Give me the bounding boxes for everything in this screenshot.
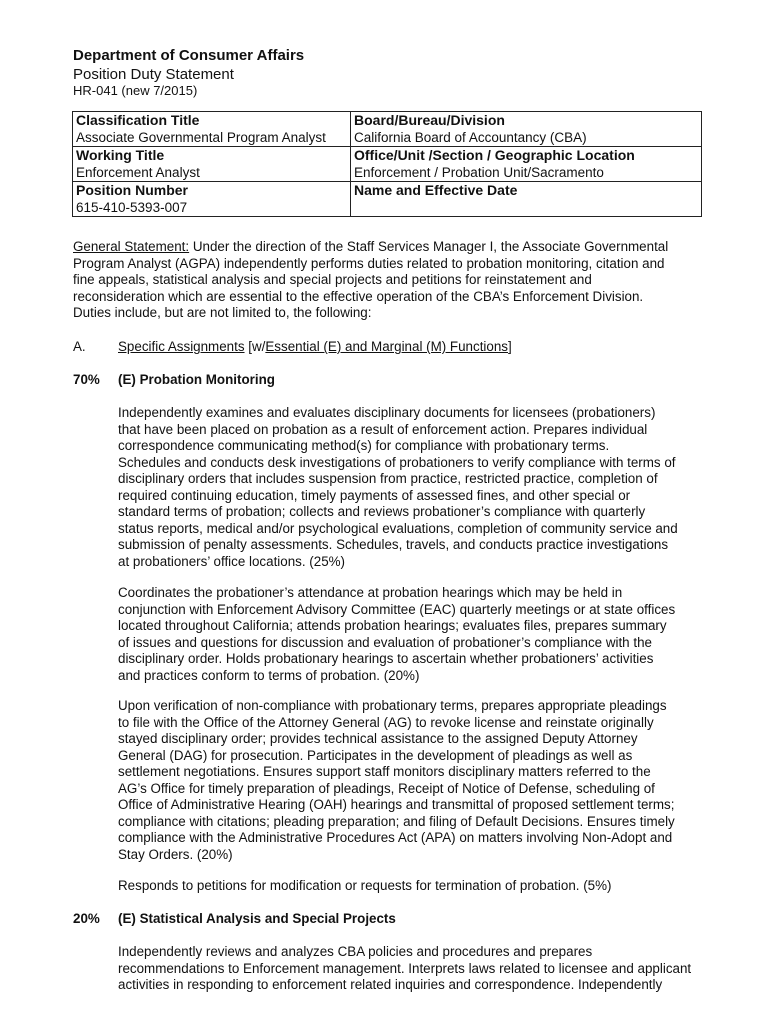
name-date-label: Name and Effective Date (354, 182, 518, 198)
classification-value: Associate Governmental Program Analyst (76, 130, 326, 145)
working-title-value: Enforcement Analyst (76, 165, 200, 180)
general-statement-line: fine appeals, statistical analysis and special projects and petitions for reinstatement and (73, 272, 592, 287)
duty1-title: (E) Probation Monitoring (118, 372, 275, 387)
office-cell (351, 147, 702, 182)
name-date-cell (351, 182, 702, 217)
probation-paragraph-3: Upon verification of non-compliance with probationary terms, prepares appropriate pleadings to file with the Office of the Attorney General (AG) to revoke license and reinstate originally stayed disciplinary order; provides technical assistance to the assigned Deputy Attorney General (DAG) for prosecution. Participates in the development of pleadings as well as settlement negotiations. Ensures support staff monitors disciplinary matters referred to the AG’s Office for timely preparation of pleadings, Receipt of Notice of Defense, scheduling of Office of Administrative Hearing (OAH) hearings and transmittal of proposed settlement terms; compliance with citations; pleading preparation; and filing of Default Decisions. Ensures timely compliance with the Administrative Procedures Act (APA) on matters involving Non-Adopt and Stay Orders. (20%) (118, 698, 675, 862)
position-number-cell (73, 182, 351, 217)
duty2-percent: 20% (73, 911, 100, 926)
duty1-percent: 70% (73, 372, 100, 387)
working-title-cell (73, 147, 351, 182)
general-statement-label: General Statement: (73, 239, 190, 254)
document-title: Position Duty Statement (73, 66, 234, 83)
position-number-label: Position Number (76, 182, 189, 198)
section-a-functions: Essential (E) and Marginal (M) Functions (265, 339, 508, 354)
general-statement-line: General Statement: Under the direction of the Staff Services Manager I, the Associate Governmental (73, 239, 669, 254)
section-a-title: Specific Assignments (118, 339, 245, 354)
statistical-paragraph-1: Independently reviews and analyzes CBA policies and procedures and prepares recommendations to Enforcement management. Interprets laws related to licensee and applicant activities in responding to enforcement related inquiries and correspondence. Independently (118, 944, 692, 992)
position-info-table (72, 111, 702, 217)
general-statement-line: Program Analyst (AGPA) independently performs duties related to probation monitoring, citation and (73, 255, 665, 271)
working-title-label: Working Title (76, 147, 165, 163)
probation-paragraph-4: Responds to petitions for modification or requests for termination of probation. (5%) (118, 878, 612, 893)
general-statement (73, 239, 668, 322)
probation-paragraph-1: Independently examines and evaluates disciplinary documents for licensees (probationers) that have been placed on probation as a result of enforcement action. Prepares individual correspondence communicating method(s) for compliance with probationary terms. Schedules and conducts desk investigations of probationers to verify compliance with terms of disciplinary orders that includes suspension from practice, restricted practice, completion of required continuing education, timely payments of assessed fines, and other special or standard terms of probation; collects and reviews probationer’s compliance with quarterly status reports, medical and/or psychological evaluations, completion of community service and submission of penalty assessments. Schedules, travels, and conducts practice investigations at probationers’ office locations. (25%) (118, 405, 678, 569)
section-a-heading: Specific Assignments [w/Essential (E) and Marginal (M) Functions] (118, 339, 512, 354)
general-statement-line: Duties include, but are not limited to, the following: (73, 305, 372, 320)
office-value: Enforcement / Probation Unit/Sacramento (354, 165, 604, 180)
form-number: HR-041 (new 7/2015) (73, 83, 198, 98)
general-statement-line: reconsideration which are essential to the effective operation of the CBA’s Enforcement Division. (73, 288, 644, 304)
probation-paragraph-2: Coordinates the probationer’s attendance at probation hearings which may be held in conjunction with Enforcement Advisory Committee (EAC) quarterly meetings or at state offices located throughout California; attends probation hearings; evaluates files, prepares summary of issues and questions for discussion and evaluation of probationer’s compliance with the disciplinary order. Holds probationary hearings to ascertain whether probationers’ activities and practices conform to terms of probation. (20%) (118, 585, 676, 683)
classification-cell (73, 112, 351, 147)
board-cell (351, 112, 702, 147)
position-number-value: 615-410-5393-007 (76, 200, 188, 215)
board-label: Board/Bureau/Division (354, 112, 505, 128)
duty2-title: (E) Statistical Analysis and Special Projects (118, 911, 396, 926)
department-heading: Department of Consumer Affairs (73, 47, 305, 64)
section-a-letter: A. (73, 339, 86, 354)
board-value: California Board of Accountancy (CBA) (354, 130, 587, 145)
office-label: Office/Unit /Section / Geographic Location (354, 147, 635, 163)
classification-label: Classification Title (76, 112, 200, 128)
